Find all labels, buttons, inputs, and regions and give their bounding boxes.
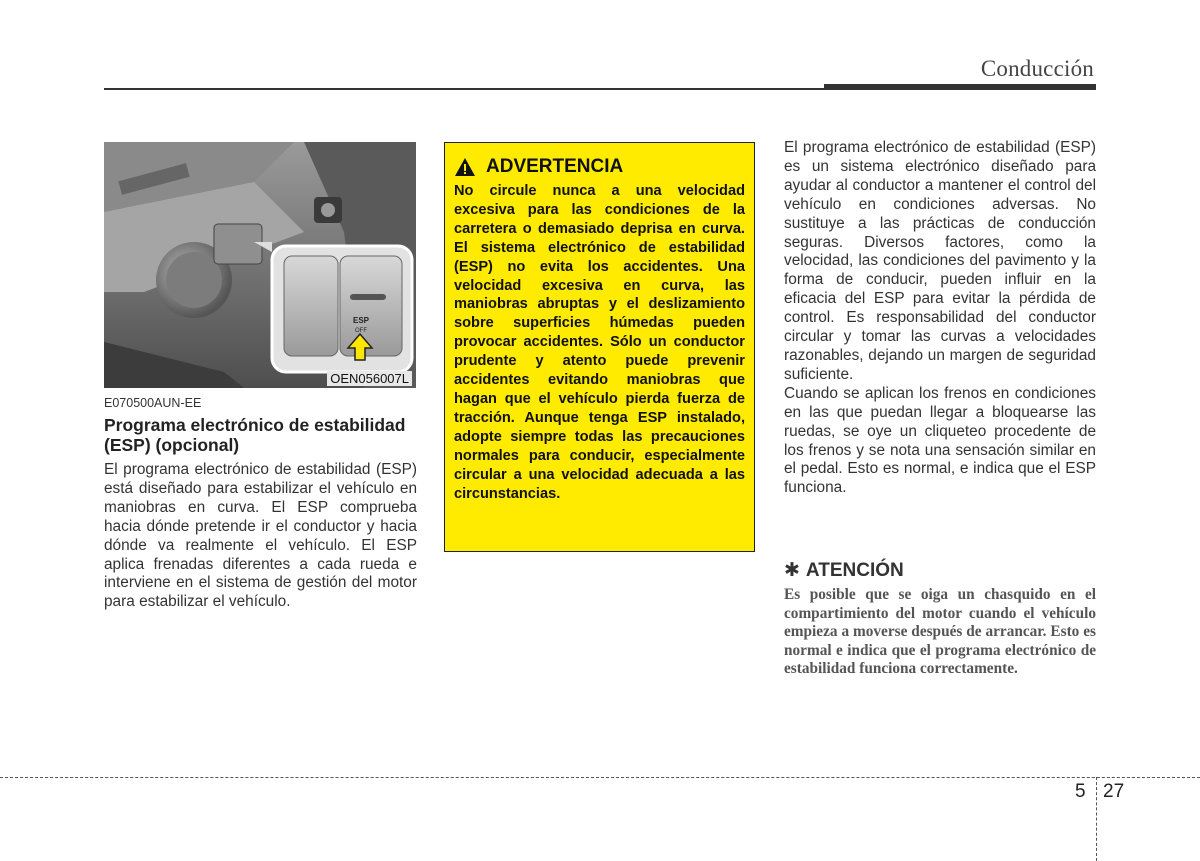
image-code: OEN056007L <box>327 371 412 386</box>
asterisk-icon: ✱ <box>784 560 800 581</box>
warning-title-row <box>454 156 745 178</box>
footer-page-divider <box>1096 777 1097 861</box>
page-number: 27 <box>1103 781 1125 802</box>
header-rule-accent <box>824 84 1096 90</box>
esp-button-off-label: OFF <box>355 328 367 334</box>
esp-button-photo <box>104 142 416 388</box>
attention-text: Es posible que se oiga un chasquido en el compartimiento del motor cuando el vehículo empieza a moverse después de arrancar. Esto es normal e indica que el programa electrónico de estabilidad funciona correctamente. <box>784 586 1096 678</box>
attention-box <box>784 559 1096 679</box>
chapter-number: 5 <box>1075 781 1086 802</box>
reference-code: E070500AUN-EE <box>104 396 202 410</box>
braking-paragraph: Cuando se aplican los frenos en condiciones en las que puedan llegar a bloquearse las ruedas, se oye un cliqueteo procedente de los frenos y se nota una sensación similar en el pedal. Esto es normal, e indica que el ESP funciona. <box>784 384 1096 497</box>
footer-divider <box>0 777 1200 778</box>
section-title: Conducción <box>980 56 1094 81</box>
esp-button-label: ESP <box>352 316 370 325</box>
right-column <box>784 139 1096 498</box>
section-heading: Programa electrónico de estabilidad (ESP) (opcional) <box>104 415 406 455</box>
esp-description-paragraph: El programa electrónico de estabilidad (ESP) es un sistema electrónico diseñado para ayudar al conductor a mantener el control del vehículo en condiciones adversas. No sustituye a las prácticas de conducción seguras. Diversos factores, como la velocidad, las condiciones del pavimento y la forma de conducir, pueden influir en la eficacia del ESP para evitar la pérdida de control. Es responsabilidad del conductor circular y tomar las curvas a velocidades razonables, dejando un margen de seguridad suficiente. <box>784 139 1096 383</box>
warning-title: ADVERTENCIA <box>486 156 624 177</box>
intro-paragraph: El programa electrónico de estabilidad (ESP) está diseñado para estabilizar el vehículo en maniobras en curva. El ESP comprueba hacia dónde pretende ir el conductor y hacia dónde va realmente el vehículo. El ESP aplica frenadas diferentes a cada rueda e interviene en el sistema de gestión del motor para estabilizar el vehículo. <box>104 461 417 611</box>
left-column <box>104 415 417 612</box>
attention-title-row <box>784 559 1096 582</box>
attention-title: ATENCIÓN <box>805 559 904 581</box>
warning-box <box>444 142 755 552</box>
warning-triangle-icon <box>454 157 476 177</box>
warning-text: No circule nunca a una velocidad excesiva para las condiciones de la carretera o demasiado deprisa en curva. El sistema electrónico de estabilidad (ESP) no evita los accidentes. Una velocidad excesiva en curva, las maniobras abruptas y el deslizamiento sobre superficies húmedas pueden provocar accidentes. Sólo un conductor prudente y atento puede prevenir accidentes evitando maniobras que hagan que el vehículo pierda fuerza de tracción. Aunque tenga ESP instalado, adopte siempre todas las precauciones normales para conducir, especialmente circular a una velocidad adecuada a las circunstancias. <box>454 183 745 502</box>
